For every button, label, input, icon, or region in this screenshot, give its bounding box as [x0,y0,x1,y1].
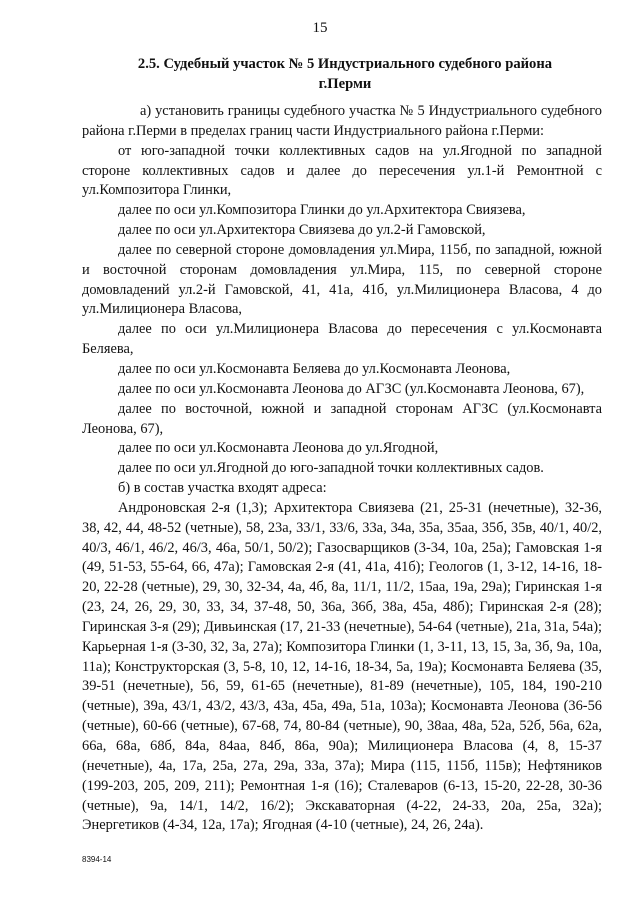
paragraph-boundary-step: далее по восточной, южной и западной сторонам АГЗС (ул.Космонавта Леонова, 67), [82,400,602,437]
paragraph-boundary-step: далее по оси ул.Космонавта Леонова до ул.Ягодной, [118,440,439,457]
paragraph-boundary-step: далее по оси ул.Композитора Глинки до ул.Архитектора Свиязева, [118,202,526,219]
paragraph-boundary-step: далее по оси ул.Архитектора Свиязева до ул.2-й Гамовской, [118,222,486,239]
paragraph-boundary-step: далее по оси ул.Космонавта Леонова до АГЗС (ул.Космонавта Леонова, 67), [118,380,585,397]
paragraph-boundary-step: далее по северной стороне домовладения ул.Мира, 115б, по западной, южной и восточной сторонам домовладения ул.Мира, 115, по северной стороне домовладений ул.2-й Гамовской, 41, 41а, 41б, ул.Милиционера Власова, 4 до ул.Милиционера Власова, [82,241,602,318]
paragraph-addresses-intro: б) в состав участка входят адреса: [118,480,327,497]
page-number: 15 [312,20,328,36]
footer-document-code: 8394-14 [82,855,112,864]
section-heading [90,54,600,94]
paragraph-boundary-start: от юго-западной точки коллективных садов на ул.Ягодной по западной стороне коллективных садов и далее до пересечения ул.1-й Ремонтной с ул.Композитора Глинки, [82,142,602,199]
paragraph-boundaries-intro: а) установить границы судебного участка № 5 Индустриального судебного района г.Перми в пределах границ части Индустриального района г.Перми: [82,103,602,139]
paragraph-boundary-step: далее по оси ул.Космонавта Беляева до ул.Космонавта Леонова, [118,360,511,377]
document-body [82,102,602,836]
section-heading-line-1: 2.5. Судебный участок № 5 Индустриального судебного района [137,56,553,72]
paragraph-boundary-end: далее по оси ул.Ягодной до юго-западной точки коллективных садов. [118,460,544,477]
section-heading-line-2: г.Перми [318,76,372,92]
paragraph-boundary-step: далее по оси ул.Милиционера Власова до пересечения с ул.Космонавта Беляева, [82,321,602,358]
paragraph-addresses-list: Андроновская 2-я (1,3); Архитектора Свиязева (21, 25-31 (нечетные), 32-36, 38, 42, 44, 48-52 (четные), 58, 23а, 33/1, 33/6, 33а, 34а, 35а, 35аа, 35б, 35в, 40/1, 40/2, 40/3, 46/1, 46/2, 46/3, 46а, 50/1, 50/2); Газосварщиков (3-34, 10а, 25а); Гамовская 1-я (49, 51-53, 55-64, 66, 47а); Гамовская 2-я (41, 41а, 41б); Геологов (1, 3-12, 14-16, 18-20, 22-28 (четные), 29, 30, 32-34, 4а, 4б, 8а, 11/1, 11/2, 15аа, 19а, 29а); Гиринская 1-я (23, 24, 26, 29, 30, 33, 34, 37-48, 50, 36а, 36б, 38а, 45а, 48б); Гиринская 2-я (28); Гиринская 3-я (29); Дивьинская (17, 21-33 (нечетные), 54-64 (четные), 21а, 31а, 54а); Карьерная 1-я (3-30, 32, 3а, 27а); Композитора Глинки (1, 3-11, 13, 15, 3а, 3б, 9а, 10а, 11а); Конструкторская (3, 5-8, 10, 12, 14-16, 18-34, 5а, 19а); Космонавта Беляева (35, 39-51 (нечетные), 56, 59, 61-65 (нечетные), 81-89 (нечетные), 105, 184, 190-210 (четные), 39а, 43/1, 43/2, 43/3, 43а, 45а, 49а, 51а, 103а); Космонавта Леонова (36-56 (четные), 60-66 (четные), 67-68, 74, 80-84 (четные), 90, 38аа, 48а, 52а, 52б, 56а, 62а, 66а, 68а, 68б, 84а, 84аа, 84б, 86а, 90а); Милиционера Власова (4, 8, 15-37 (нечетные), 4а, 17а, 25а, 27а, 29а, 33а, 37а); Мира (115, 115б, 115в); Нефтяников (199-203, 205, 209, 211); Ремонтная 1-я (16); Сталеваров (6-13, 15-20, 22-28, 30-36 (четные), 9а, 14/1, 14/2, 16/2); Экскаваторная (4-22, 24-33, 20а, 25а, 32а); Энергетиков (4-34, 12а, 17а); Ягодная (4-10 (четные), 24, 26, 24а). [82,499,602,834]
